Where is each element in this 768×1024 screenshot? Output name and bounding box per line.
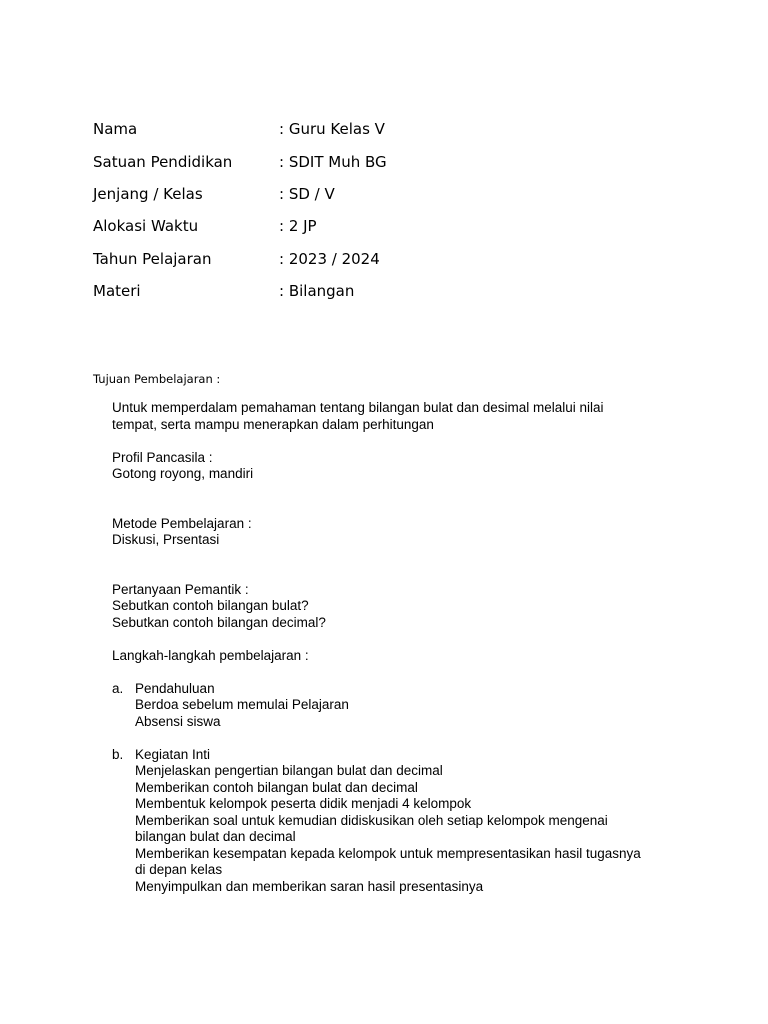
- section-item: Absensi siswa: [135, 713, 221, 729]
- spacer: [112, 483, 692, 500]
- pemantik-heading: Pertanyaan Pemantik :: [112, 581, 249, 597]
- list-marker: b.: [112, 746, 124, 762]
- metode-value: Diskusi, Prsentasi: [112, 532, 220, 547]
- spacer: [112, 549, 692, 566]
- identity-row-nama: [93, 113, 387, 145]
- identity-label: Materi: [93, 282, 141, 301]
- identity-row-tahun-pelajaran: [93, 243, 387, 275]
- section-item: bilangan bulat dan decimal: [135, 829, 296, 844]
- lesson-content: [112, 400, 692, 895]
- tujuan-text-line: Untuk memperdalam pemahaman tentang bilangan bulat dan desimal melalui nilai: [112, 400, 604, 415]
- section-item: Memberikan kesempatan kepada kelompok untuk mempresentasikan hasil tugasnya: [135, 845, 641, 861]
- tujuan-heading: Tujuan Pembelajaran :: [93, 372, 221, 386]
- tujuan-text-line: tempat, serta mampu menerapkan dalam perhitungan: [112, 416, 434, 432]
- identity-row-jenjang-kelas: [93, 178, 387, 210]
- langkah-section-pendahuluan: [112, 681, 692, 731]
- spacer: [112, 565, 692, 582]
- identity-row-alokasi-waktu: [93, 210, 387, 242]
- section-title: Kegiatan Inti: [135, 746, 211, 762]
- pemantik-question: Sebutkan contoh bilangan decimal?: [112, 614, 326, 630]
- identity-label: Nama: [93, 120, 138, 139]
- list-body: [135, 747, 692, 896]
- list-marker: a.: [112, 680, 124, 696]
- section-item: Membentuk kelompok peserta didik menjadi 4 kelompok: [135, 796, 472, 811]
- langkah-section-kegiatan-inti: [112, 747, 692, 896]
- section-item: Menjelaskan pengertian bilangan bulat dan decimal: [135, 763, 443, 778]
- section-title: Pendahuluan: [135, 680, 215, 696]
- spacer: [112, 499, 692, 516]
- profil-heading: Profil Pancasila :: [112, 449, 213, 465]
- identity-label: Tahun Pelajaran: [93, 249, 212, 268]
- identity-label: Alokasi Waktu: [93, 217, 199, 236]
- identity-table: [93, 113, 387, 307]
- identity-value: : Guru Kelas V: [279, 120, 385, 139]
- metode-heading: Metode Pembelajaran :: [112, 515, 252, 531]
- identity-row-materi: [93, 275, 387, 307]
- identity-label: Satuan Pendidikan: [93, 152, 233, 171]
- identity-value: : SDIT Muh BG: [279, 152, 387, 171]
- section-item: Memberikan contoh bilangan bulat dan decimal: [135, 779, 418, 795]
- list-body: [135, 681, 692, 731]
- profil-value: Gotong royong, mandiri: [112, 466, 254, 481]
- identity-label: Jenjang / Kelas: [93, 184, 203, 203]
- identity-value: : Bilangan: [279, 282, 355, 301]
- spacer: [112, 433, 692, 450]
- section-item: Berdoa sebelum memulai Pelajaran: [135, 697, 349, 712]
- spacer: [112, 631, 692, 648]
- pemantik-question: Sebutkan contoh bilangan bulat?: [112, 598, 309, 613]
- identity-value: : SD / V: [279, 184, 335, 203]
- section-item: Memberikan soal untuk kemudian didiskusikan oleh setiap kelompok mengenai: [135, 812, 608, 828]
- section-item: Menyimpulkan dan memberikan saran hasil presentasinya: [135, 878, 484, 894]
- section-item: di depan kelas: [135, 862, 223, 877]
- spacer: [112, 730, 692, 747]
- identity-row-satuan-pendidikan: [93, 145, 387, 177]
- spacer: [112, 664, 692, 681]
- identity-value: : 2023 / 2024: [279, 249, 380, 268]
- identity-value: : 2 JP: [279, 217, 317, 236]
- langkah-heading: Langkah-langkah pembelajaran :: [112, 647, 309, 663]
